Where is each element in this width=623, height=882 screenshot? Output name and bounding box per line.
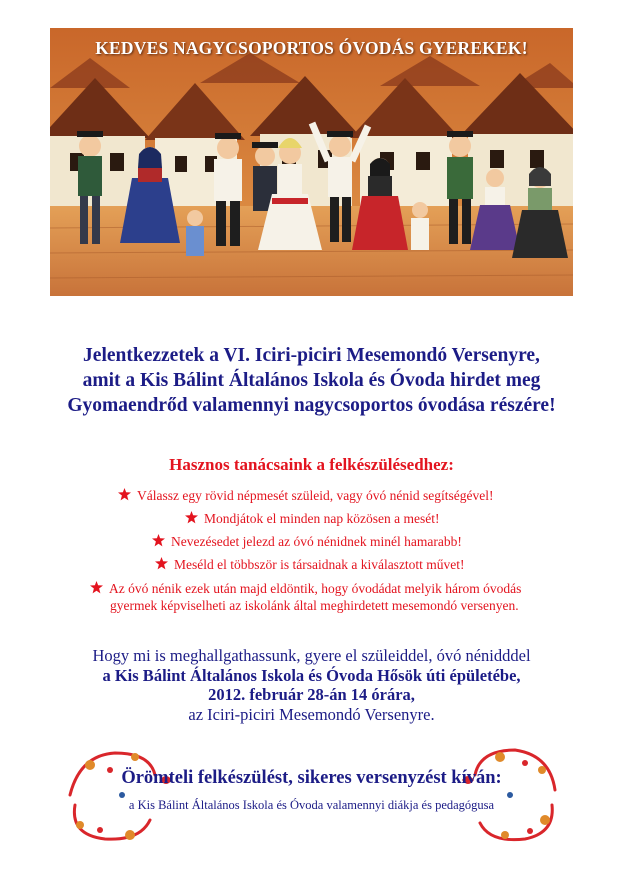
hero-banner (50, 28, 573, 296)
tip-text: Nevezésedet jelezd az óvó nénidnek minél hamarabb! (171, 534, 462, 549)
signoff-line: a Kis Bálint Általános Iskola és Óvoda valamennyi diákja és pedagógusa (128, 798, 495, 812)
tip-item (155, 557, 465, 573)
event-name-line: az Iciri-piciri Mesemondó Versenyre. (188, 704, 435, 724)
tip-text: Válassz egy rövid népmesét szüleid, vagy óvó nénid segítségével! (137, 488, 494, 503)
folk-village-illustration (50, 28, 573, 296)
hero-title: KEDVES NAGYCSOPORTOS ÓVODÁS GYEREKEK! (95, 38, 528, 58)
star-bullet-icon (90, 581, 103, 594)
event-details (0, 646, 623, 724)
intro-line: amit a Kis Bálint Általános Iskola és Óvoda hirdet meg (82, 370, 541, 391)
tip-text: Az óvó nénik ezek után majd eldöntik, hogy óvodádat melyik három óvodás (109, 581, 522, 596)
intro-line: Gyomaendrőd valamennyi nagycsoportos óvodása részére! (67, 395, 556, 416)
folk-ornament-border (60, 735, 565, 845)
tip-text: Meséld el többször is társaidnak a kiválasztott művet! (174, 557, 465, 572)
tip-item (90, 580, 570, 614)
star-bullet-icon (155, 557, 168, 570)
tip-item (118, 488, 494, 504)
venue-line: a Kis Bálint Általános Iskola és Óvoda Hősök úti épületébe, (102, 665, 521, 685)
tip-item (152, 534, 462, 550)
tip-text: Mondjátok el minden nap közösen a mesét! (204, 511, 440, 526)
wish-line: Örömteli felkészülést, sikeres versenyzést kíván: (121, 768, 502, 788)
invitation-line: Hogy mi is meghallgathassunk, gyere el szüleiddel, óvó nénidddel (92, 646, 531, 665)
star-bullet-icon (152, 534, 165, 547)
tips-title: Hasznos tanácsaink a felkészülésedhez: (169, 455, 454, 474)
tip-item (185, 511, 439, 527)
star-bullet-icon (185, 511, 198, 524)
star-bullet-icon (118, 488, 131, 501)
intro-text (20, 343, 603, 418)
tip-text-continued: gyermek képviselheti az iskolánk által meghirdetett mesemondó versenyen. (110, 598, 519, 613)
date-line: 2012. február 28-án 14 órára, (208, 685, 415, 704)
intro-line: Jelentkezzetek a VI. Iciri-piciri Mesemondó Versenyre, (83, 345, 540, 366)
